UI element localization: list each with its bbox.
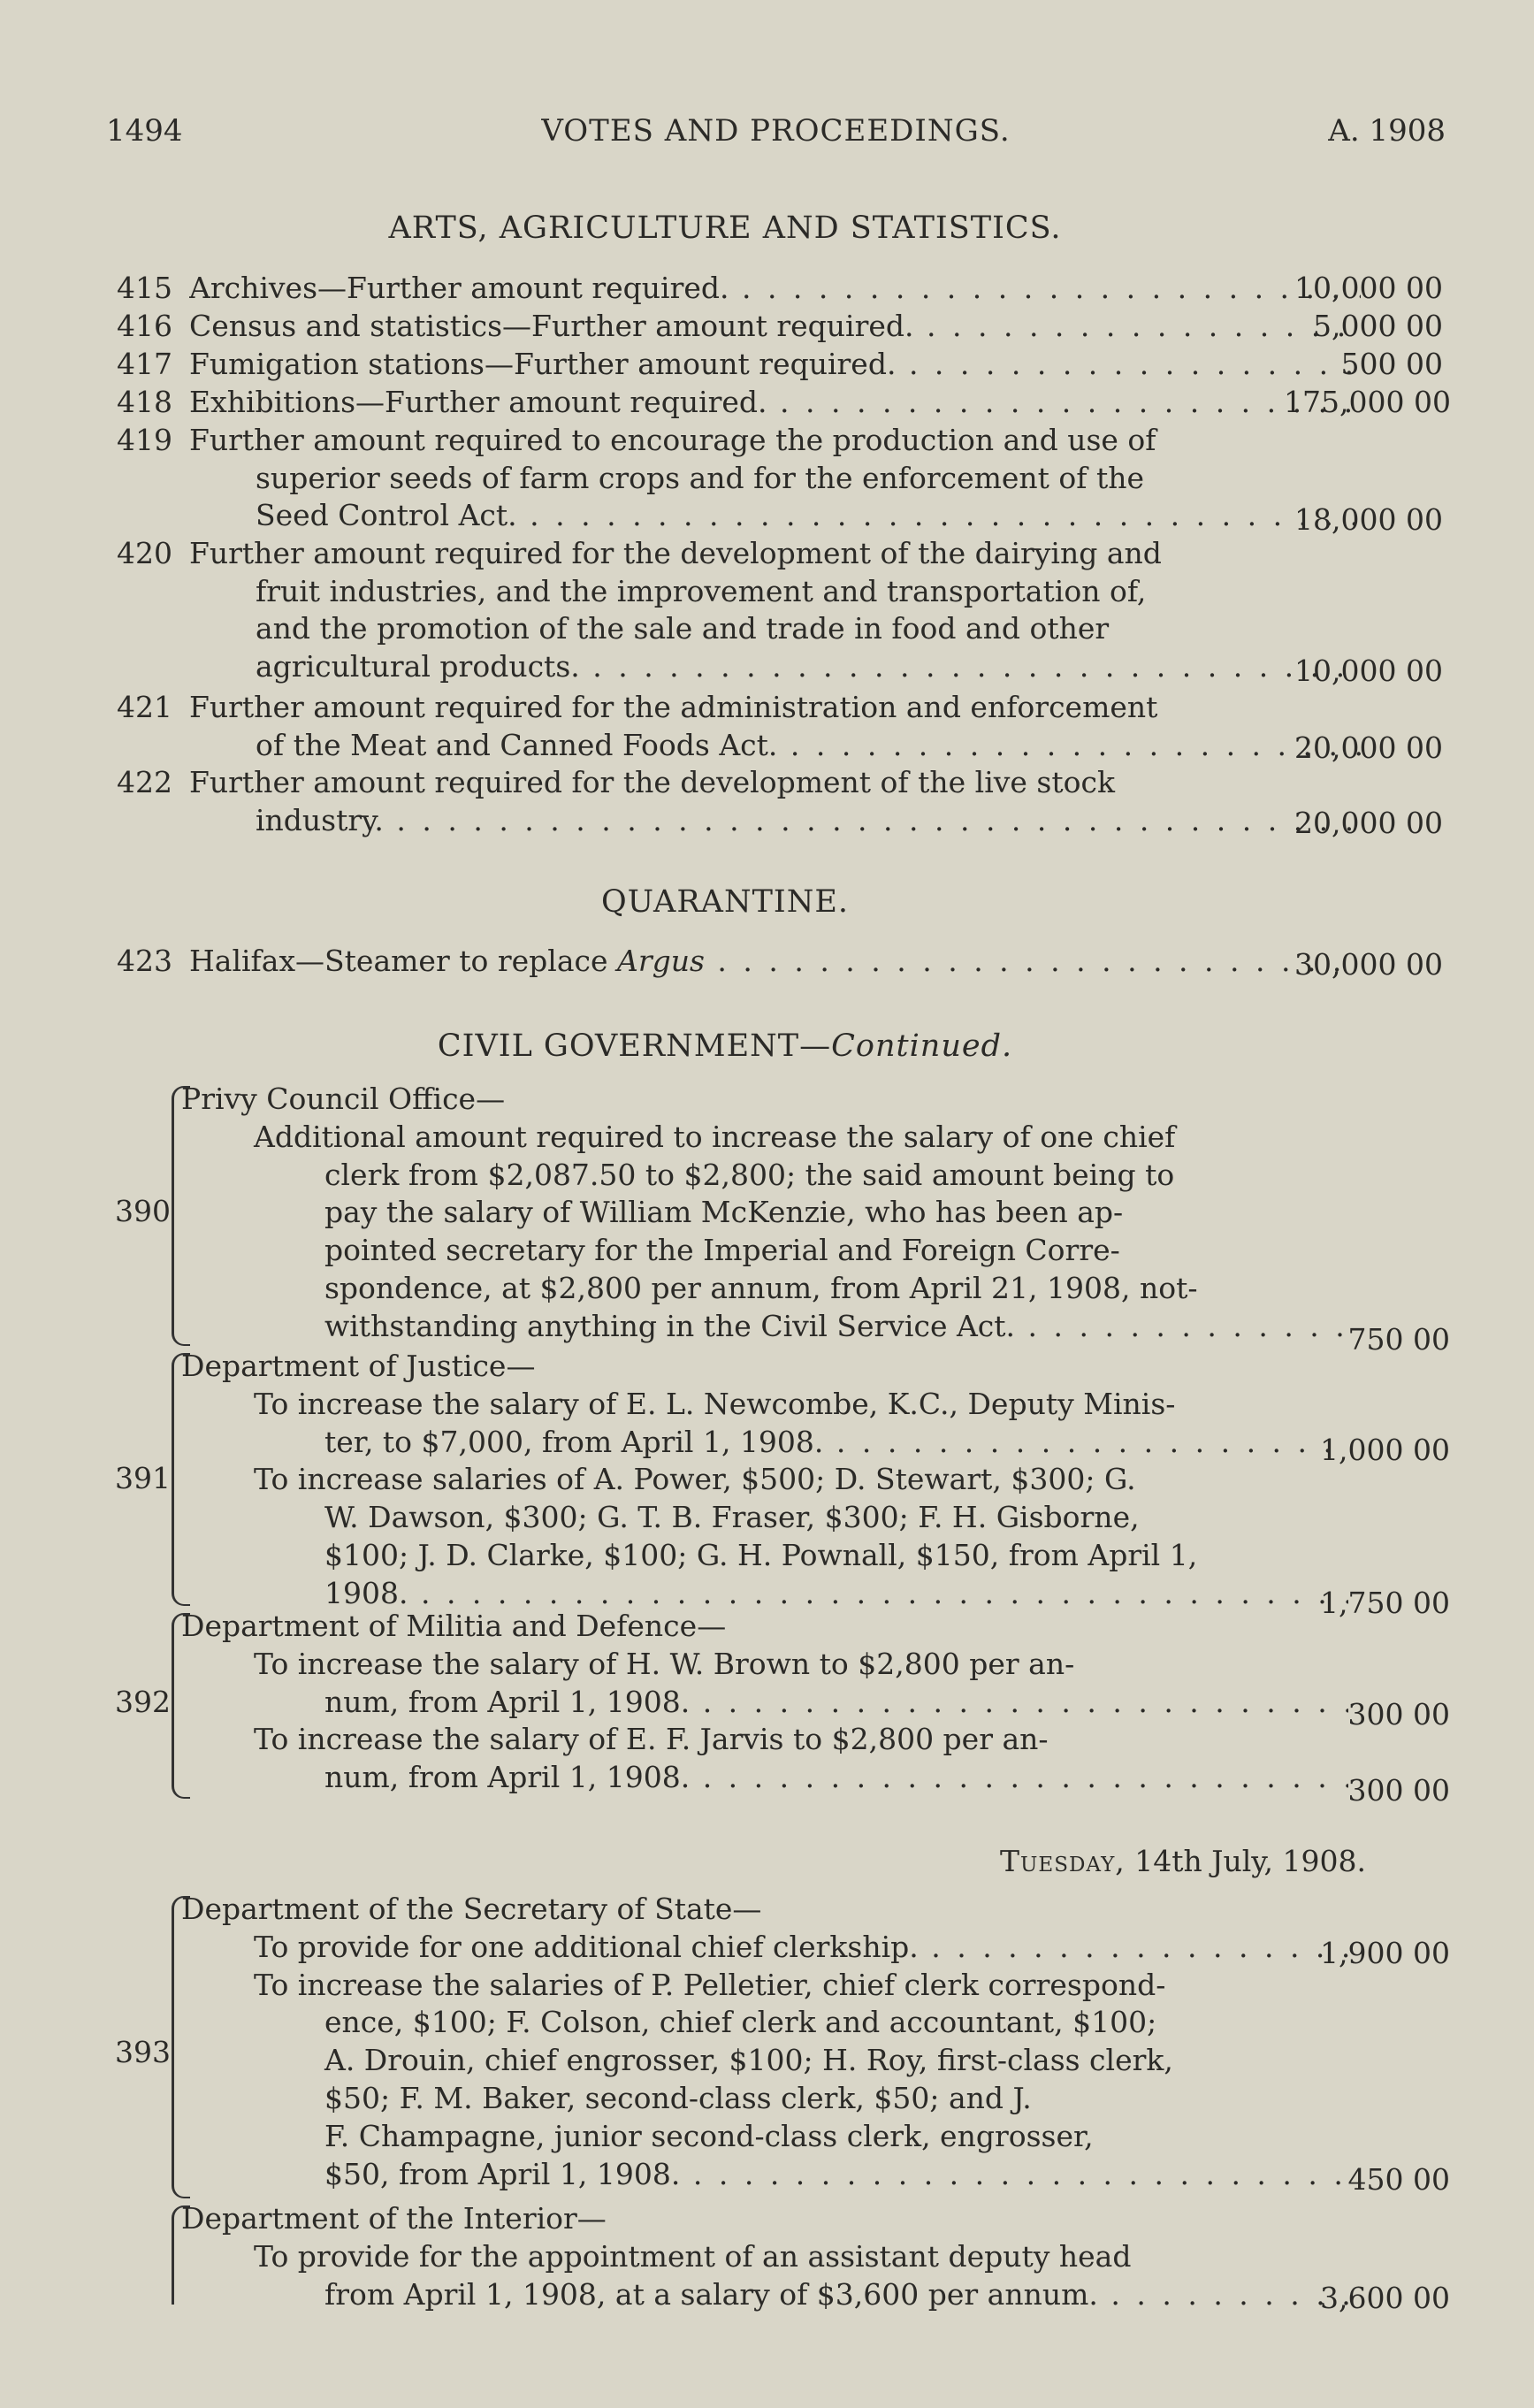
group-text: To increase the salaries of P. Pelletier, chief clerk correspond- xyxy=(254,1967,1166,2002)
item-text: agricultural products. . . . xyxy=(189,648,1361,686)
date: 14th July, 1908. xyxy=(1125,1844,1366,1878)
vote-group-392 xyxy=(115,1608,1450,1808)
item-number: 419 xyxy=(117,423,172,457)
vote-item-421 xyxy=(117,689,1443,765)
item-number: 415 xyxy=(117,271,172,305)
vote-item-419 xyxy=(117,422,1443,535)
group-text: 1908. . . . xyxy=(181,1575,1348,1613)
group-text: from April 1, 1908, at a salary of $3,600 per annum. . . . xyxy=(181,2276,1348,2314)
group-text: To increase the salary of H. W. Brown to $2,800 per an- xyxy=(254,1646,1075,1681)
section-heading-civil-government xyxy=(124,1028,1326,1064)
group-text: A. Drouin, chief engrosser, $100; H. Roy, first-class clerk, xyxy=(324,2043,1173,2078)
vote-item-416 xyxy=(117,308,1443,346)
heading-text: CIVIL GOVERNMENT— xyxy=(437,1028,832,1064)
vote-item-423 xyxy=(117,943,1443,981)
group-text: num, from April 1, 1908. . . . xyxy=(181,1759,1348,1797)
vote-item-417 xyxy=(117,346,1443,384)
vote-group-391 xyxy=(115,1348,1450,1620)
item-text: Archives—Further amount required. . . . xyxy=(189,270,1361,308)
group-number: 393 xyxy=(115,2035,171,2069)
item-text: Further amount required for the administration and enforcement xyxy=(189,690,1158,724)
page-title: VOTES AND PROCEEDINGS. xyxy=(541,113,1011,149)
section-heading-arts: ARTS, AGRICULTURE AND STATISTICS. xyxy=(388,210,1062,246)
weekday: Tuesday, xyxy=(1000,1844,1126,1878)
item-text: Exhibitions—Further amount required. . . . xyxy=(189,384,1361,422)
vessel-name: Argus xyxy=(617,944,705,978)
item-text: Further amount required for the development of the dairying and xyxy=(189,536,1162,570)
item-number: 418 xyxy=(117,385,172,419)
group-amount: 750 00 xyxy=(1347,1322,1450,1357)
item-amount: 18,000 00 xyxy=(1294,502,1443,537)
item-number: 423 xyxy=(117,944,172,978)
heading-continued: Continued. xyxy=(831,1028,1013,1064)
department-label: Privy Council Office— xyxy=(181,1082,506,1116)
vote-item-418 xyxy=(117,384,1451,422)
group-text: spondence, at $2,800 per annum, from April 21, 1908, not- xyxy=(324,1270,1198,1305)
group-text: pay the salary of William McKenzie, who has been ap- xyxy=(324,1195,1124,1230)
group-text: To increase the salary of E. F. Jarvis to $2,800 per an- xyxy=(254,1722,1049,1757)
item-amount: 10,000 00 xyxy=(1294,271,1443,305)
group-text: ence, $100; F. Colson, chief clerk and accountant, $100; xyxy=(324,2005,1157,2040)
item-text: of the Meat and Canned Foods Act. . . . xyxy=(189,727,1361,765)
group-text: $50, from April 1, 1908. . . . xyxy=(181,2156,1348,2194)
group-amount: 1,750 00 xyxy=(1320,1586,1450,1620)
vote-item-422 xyxy=(117,764,1443,840)
item-number: 421 xyxy=(117,690,172,724)
item-text: superior seeds of farm crops and for the enforcement of the xyxy=(256,460,1145,495)
item-text: Halifax—Steamer to replace xyxy=(189,944,617,978)
item-amount: 500 00 xyxy=(1340,347,1443,381)
item-number: 417 xyxy=(117,347,172,381)
department-label: Department of the Interior— xyxy=(181,2201,607,2236)
item-amount: 10,000 00 xyxy=(1294,654,1443,688)
group-text: $50; F. M. Baker, second-class clerk, $50; and J. xyxy=(324,2080,1032,2115)
date-line xyxy=(1000,1844,1366,1878)
group-amount: 3,600 00 xyxy=(1320,2281,1450,2315)
group-text: To increase salaries of A. Power, $500; D. Stewart, $300; G. xyxy=(254,1462,1136,1497)
vote-group-390 xyxy=(115,1081,1450,1357)
group-amount: 450 00 xyxy=(1347,2162,1450,2197)
item-number: 422 xyxy=(117,765,172,799)
item-number: 420 xyxy=(117,536,172,570)
group-amount: 300 00 xyxy=(1347,1697,1450,1731)
department-label: Department of Justice— xyxy=(181,1349,536,1383)
item-text: Further amount required for the development of the live stock xyxy=(189,765,1115,799)
group-text: To increase the salary of E. L. Newcombe, K.C., Deputy Minis- xyxy=(254,1386,1176,1421)
item-text: industry. . . . xyxy=(189,802,1361,840)
group-text: F. Champagne, junior second-class clerk, engrosser, xyxy=(324,2118,1094,2153)
group-text: To provide for the appointment of an assistant deputy head xyxy=(254,2238,1132,2274)
group-text: ter, to $7,000, from April 1, 1908. . . . xyxy=(181,1424,1348,1462)
item-amount: 20,000 00 xyxy=(1294,730,1443,765)
item-number: 416 xyxy=(117,309,172,343)
group-text: W. Dawson, $300; G. T. B. Fraser, $300; F. H. Gisborne, xyxy=(324,1500,1140,1535)
group-number: 390 xyxy=(115,1194,171,1228)
group-text: withstanding anything in the Civil Service Act. . . . xyxy=(181,1308,1348,1346)
year-label: A. 1908 xyxy=(1328,113,1446,149)
item-text: and the promotion of the sale and trade in food and other xyxy=(256,611,1110,646)
group-text: num, from April 1, 1908. . . . xyxy=(181,1684,1348,1722)
vote-group-393 xyxy=(115,1891,1450,2200)
group-number: 391 xyxy=(115,1461,171,1495)
item-text: Fumigation stations—Further amount required. . . . xyxy=(189,346,1361,384)
vote-group-interior xyxy=(115,2200,1450,2315)
group-text: clerk from $2,087.50 to $2,800; the said amount being to xyxy=(324,1157,1175,1192)
vote-item-420 xyxy=(117,535,1443,687)
group-text: pointed secretary for the Imperial and Foreign Corre- xyxy=(324,1233,1120,1268)
item-text: Further amount required to encourage the production and use of xyxy=(189,423,1156,457)
department-label: Department of Militia and Defence— xyxy=(181,1609,727,1643)
group-number: 392 xyxy=(115,1685,171,1719)
running-head xyxy=(106,113,1446,152)
group-text: To provide for one additional chief clerkship. . . . xyxy=(181,1929,1348,1967)
item-text: fruit industries, and the improvement and transportation of, xyxy=(256,573,1147,608)
group-amount: 300 00 xyxy=(1347,1773,1450,1808)
page-number: 1494 xyxy=(106,113,183,149)
item-amount: 20,000 00 xyxy=(1294,806,1443,840)
item-text: Census and statistics—Further amount required. . . . xyxy=(189,308,1361,346)
department-label: Department of the Secretary of State— xyxy=(181,1892,762,1926)
vote-item-415 xyxy=(117,270,1443,308)
item-amount: 30,000 00 xyxy=(1294,947,1443,982)
item-text: Seed Control Act. . . . xyxy=(189,497,1361,535)
section-heading-quarantine: QUARANTINE. xyxy=(600,884,850,920)
item-amount: 5,000 00 xyxy=(1313,309,1443,343)
group-amount: 1,000 00 xyxy=(1320,1433,1450,1467)
group-text: $100; J. D. Clarke, $100; G. H. Pownall, $150, from April 1, xyxy=(324,1537,1198,1572)
group-amount: 1,900 00 xyxy=(1320,1936,1450,1970)
group-text: Additional amount required to increase the salary of one chief xyxy=(254,1119,1176,1154)
item-amount: 175,000 00 xyxy=(1284,385,1451,419)
